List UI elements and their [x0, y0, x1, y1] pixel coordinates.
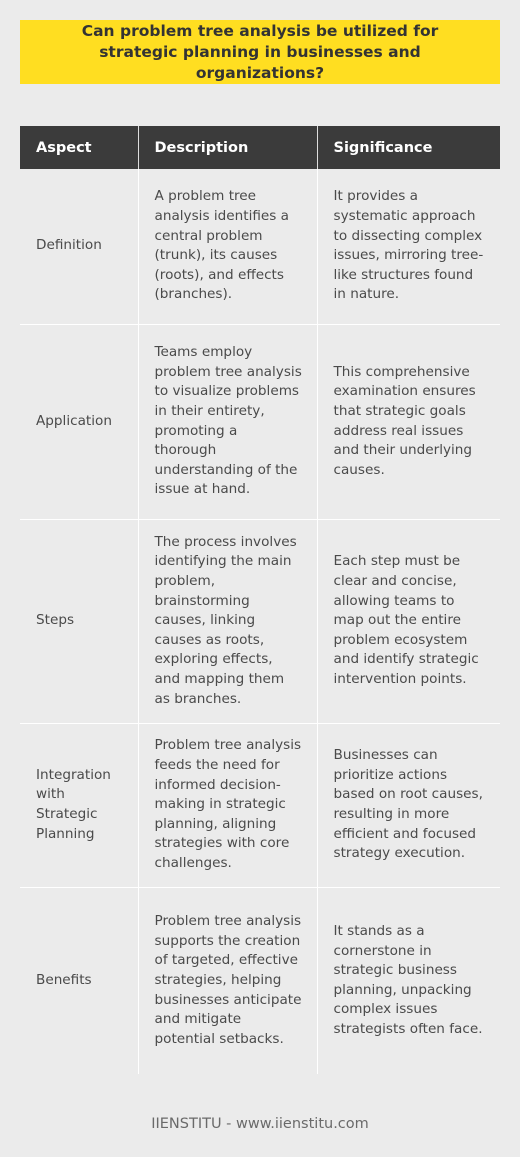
aspect-cell: Steps — [20, 519, 138, 723]
aspect-cell: Benefits — [20, 887, 138, 1074]
table-row — [20, 169, 500, 324]
significance-cell: Businesses can prioritize actions based on root causes, resulting in more efficient and focused strategy execution. — [317, 723, 500, 887]
column-header-significance: Significance — [317, 126, 500, 169]
column-header-description: Description — [138, 126, 317, 169]
description-cell: Problem tree analysis supports the creation of targeted, effective strategies, helping businesses anticipate and mitigate potential setbacks. — [138, 887, 317, 1074]
description-cell: The process involves identifying the main problem, brainstorming causes, linking causes as roots, exploring effects, and mapping them as branches. — [138, 519, 317, 723]
description-cell: Teams employ problem tree analysis to visualize problems in their entirety, promoting a thorough understanding of the issue at hand. — [138, 324, 317, 519]
significance-cell: It stands as a cornerstone in strategic business planning, unpacking complex issues strategists often face. — [317, 887, 500, 1074]
page-title: Can problem tree analysis be utilized for strategic planning in businesses and organizations? — [81, 21, 439, 82]
significance-cell: Each step must be clear and concise, allowing teams to map out the entire problem ecosystem and identify strategic intervention points. — [317, 519, 500, 723]
description-cell: Problem tree analysis feeds the need for informed decision-making in strategic planning, aligning strategies with core challenges. — [138, 723, 317, 887]
comparison-table — [20, 126, 500, 1074]
significance-cell: This comprehensive examination ensures that strategic goals address real issues and their underlying causes. — [317, 324, 500, 519]
aspect-cell: Integration with Strategic Planning — [20, 723, 138, 887]
description-cell: A problem tree analysis identifies a central problem (trunk), its causes (roots), and effects (branches). — [138, 169, 317, 324]
column-header-aspect: Aspect — [20, 126, 138, 169]
table-row — [20, 324, 500, 519]
significance-cell: It provides a systematic approach to dissecting complex issues, mirroring tree-like structures found in nature. — [317, 169, 500, 324]
aspect-cell: Definition — [20, 169, 138, 324]
table-row — [20, 723, 500, 887]
title-banner — [20, 20, 500, 84]
table-header-row — [20, 126, 500, 169]
aspect-cell: Application — [20, 324, 138, 519]
table-row — [20, 887, 500, 1074]
table-row — [20, 519, 500, 723]
footer-credit: IIENSTITU - www.iienstitu.com — [151, 1116, 369, 1132]
